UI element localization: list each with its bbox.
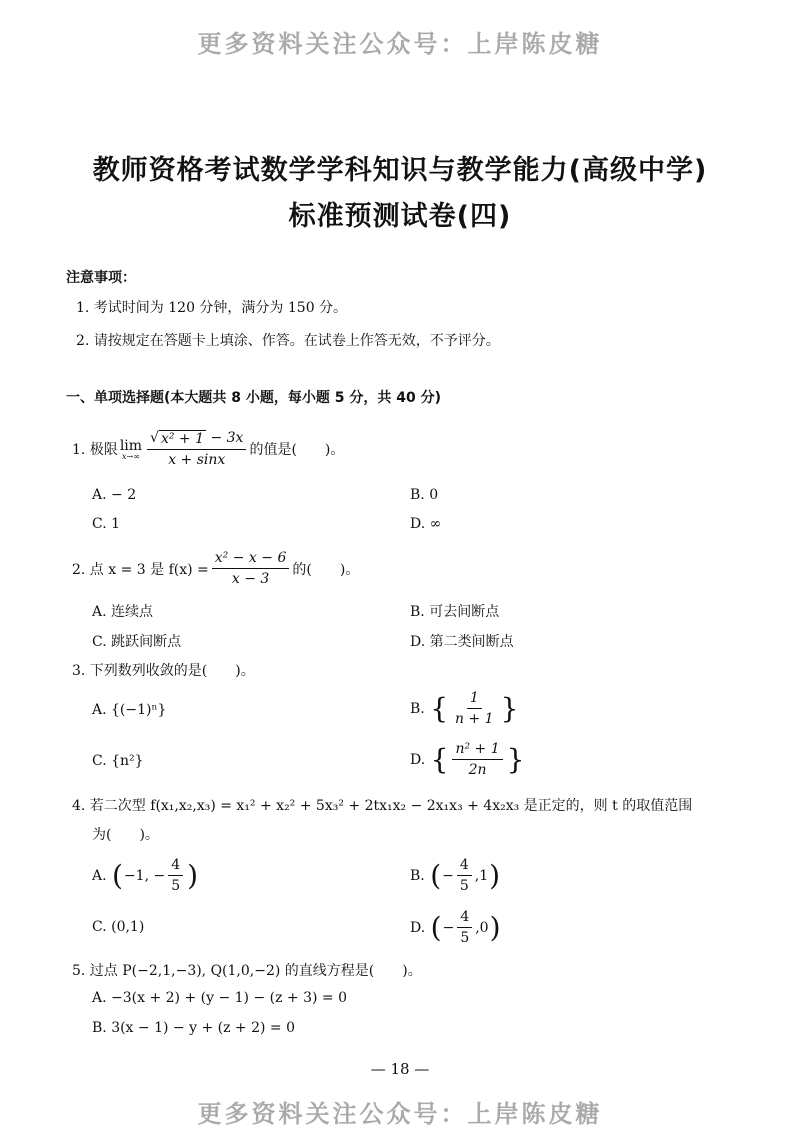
- numerator: 4: [457, 909, 472, 928]
- option-b[interactable]: B. 可去间断点: [410, 604, 500, 620]
- option-c[interactable]: C. 1: [92, 516, 121, 532]
- watermark-bottom: 更多资料关注公众号：上岸陈皮糖: [197, 1100, 603, 1128]
- option-fraction: [452, 741, 502, 778]
- left-paren: (: [430, 858, 442, 892]
- option-prefix: −1, −: [123, 867, 166, 884]
- option-label: A.: [92, 867, 107, 884]
- option-c[interactable]: C. 跳跃间断点: [92, 634, 182, 650]
- exam-subtitle: 标准预测试卷(四): [288, 201, 512, 232]
- option-a[interactable]: A. −3(x + 2) + (y − 1) − (z + 3) = 0: [92, 990, 348, 1006]
- option-d[interactable]: D. ∞: [410, 516, 442, 532]
- option-d[interactable]: [410, 909, 502, 946]
- denominator: x − 3: [231, 571, 270, 587]
- option-fraction: [168, 857, 183, 894]
- option-prefix: −: [442, 919, 455, 936]
- right-paren: ): [489, 910, 501, 944]
- numerator: n² + 1: [452, 741, 502, 760]
- option-a[interactable]: A. {(−1)ⁿ}: [92, 702, 167, 718]
- question-1: [72, 430, 344, 468]
- option-b[interactable]: B. 0: [410, 487, 439, 503]
- option-d[interactable]: [410, 741, 525, 778]
- option-c[interactable]: C. (0,1): [92, 919, 145, 935]
- option-a[interactable]: [92, 857, 199, 894]
- option-fraction: [452, 690, 497, 727]
- option-label: D.: [410, 919, 426, 936]
- option-prefix: −: [442, 867, 454, 884]
- denominator: 5: [171, 878, 181, 894]
- denominator: 2n: [468, 762, 487, 778]
- section-title: 一、单项选择题(本大题共 8 小题，每小题 5 分，共 40 分): [66, 390, 442, 406]
- question-2-suffix: 的( )。: [292, 561, 360, 578]
- exam-title: 教师资格考试数学学科知识与教学能力(高级中学): [92, 155, 708, 186]
- note-item: 1. 考试时间为 120 分钟，满分为 150 分。: [76, 300, 348, 316]
- question-5: 5. 过点 P(−2,1,−3), Q(1,0,−2) 的直线方程是( )。: [72, 963, 422, 979]
- denominator: x + sinx: [168, 452, 226, 468]
- option-suffix: ,0: [475, 919, 489, 936]
- limit-operator: [120, 438, 142, 461]
- numerator: 1: [467, 690, 482, 709]
- numerator: x² − x − 6: [212, 550, 290, 569]
- question-2-prefix: 2. 点 x = 3 是 f(x) =: [72, 561, 209, 578]
- limit-label: lim: [119, 437, 143, 454]
- numerator: 4: [457, 857, 472, 876]
- option-label: D.: [410, 751, 426, 768]
- numerator: 4: [168, 857, 183, 876]
- limit-subscript: x→∞: [121, 451, 140, 461]
- question-1-fraction: [147, 430, 246, 468]
- denominator: n + 1: [455, 711, 494, 727]
- option-label: B.: [410, 867, 425, 884]
- question-1-suffix: 的值是( )。: [249, 442, 345, 458]
- left-paren: (: [430, 910, 442, 944]
- denominator: 5: [460, 930, 470, 946]
- radicand: x² + 1: [160, 431, 205, 447]
- note-item: 2. 请按规定在答题卡上填涂、作答。在试卷上作答无效，不予评分。: [76, 333, 500, 349]
- notes-heading: 注意事项：: [66, 270, 136, 286]
- question-3: [72, 660, 255, 680]
- watermark-top: 更多资料关注公众号：上岸陈皮糖: [197, 30, 603, 58]
- question-2: [72, 550, 359, 587]
- question-4-line-2: 为( )。: [92, 827, 159, 843]
- option-a[interactable]: A. 连续点: [92, 604, 154, 620]
- right-paren: ): [489, 858, 501, 892]
- option-b[interactable]: B. 3(x − 1) − y + (z + 2) = 0: [92, 1020, 295, 1036]
- option-suffix: ,1: [474, 867, 489, 884]
- right-paren: ): [187, 858, 199, 892]
- option-b[interactable]: [410, 857, 501, 894]
- option-fraction: [457, 909, 472, 946]
- denominator: 5: [459, 878, 469, 894]
- option-a[interactable]: A. − 2: [92, 487, 137, 503]
- option-label: B.: [410, 700, 425, 717]
- left-brace: {: [430, 691, 449, 725]
- option-fraction: [457, 857, 472, 894]
- question-4-line-1: 4. 若二次型 f(x₁,x₂,x₃) = x₁² + x₂² + 5x₃² + 2tx₁x₂ − 2x₁x₃ + 4x₂x₃ 是正定的，则 t 的取值范围: [72, 798, 693, 814]
- option-b[interactable]: [410, 690, 519, 727]
- right-brace: }: [500, 691, 519, 725]
- question-2-fraction: [212, 550, 290, 587]
- question-1-prefix: 1. 极限: [72, 442, 118, 458]
- left-brace: {: [430, 742, 449, 776]
- left-paren: (: [112, 858, 123, 892]
- option-c[interactable]: C. {n²}: [92, 753, 144, 769]
- option-d[interactable]: D. 第二类间断点: [410, 634, 514, 650]
- square-root: √ x² + 1: [150, 430, 205, 447]
- page-number: — 18 —: [370, 1060, 430, 1078]
- numerator-tail: − 3x: [206, 430, 244, 446]
- question-3-stem: 3. 下列数列收敛的是( )。: [72, 663, 255, 679]
- right-brace: }: [506, 742, 525, 776]
